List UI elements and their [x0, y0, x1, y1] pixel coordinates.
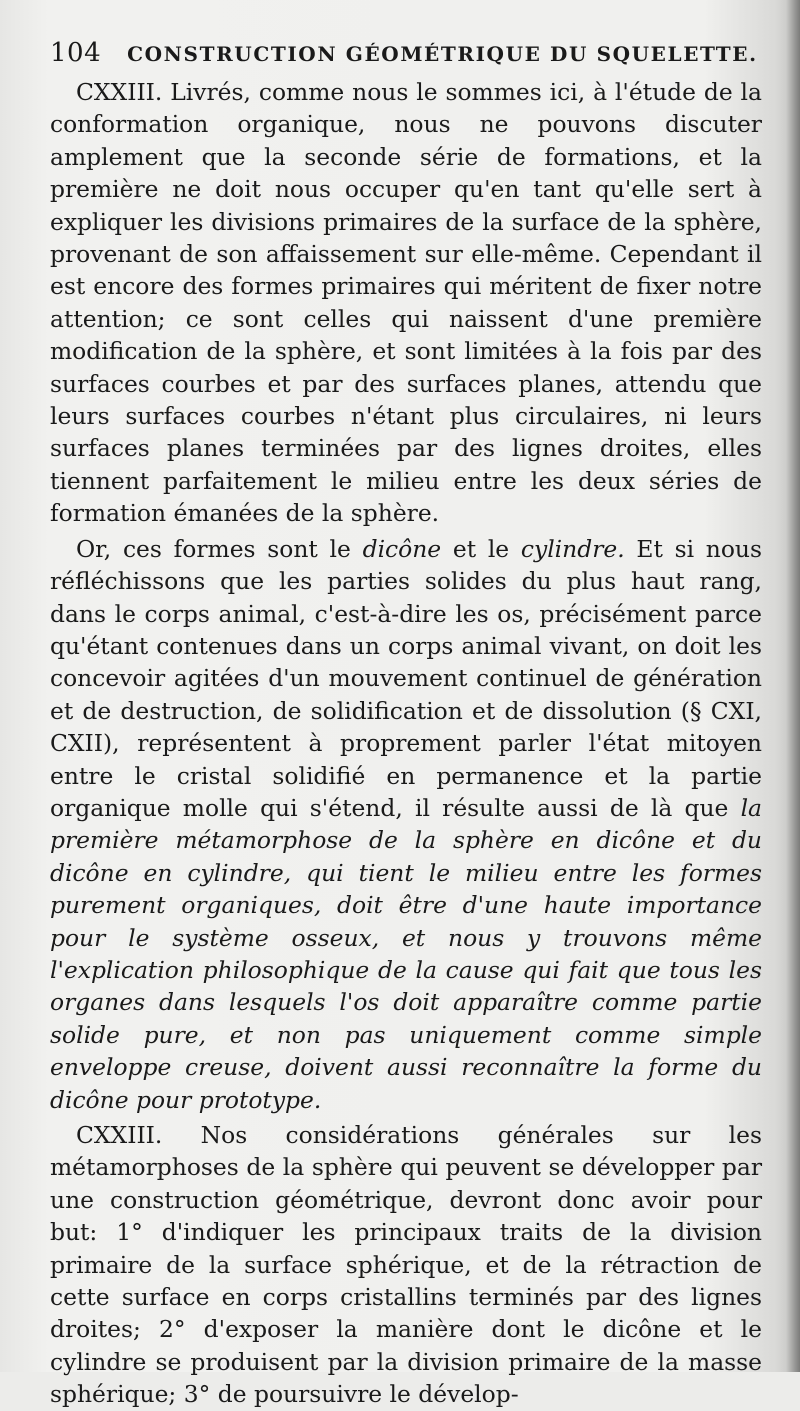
page-content — [50, 38, 762, 1411]
paragraph-text: Et si nous réfléchissons que les parties solides du plus haut rang, dans le corps animal, c'est-à-dire les os, précisément parce qu'étant contenues dans un corps animal vivant, on doit les concevoir agitées d'un mouvement continuel de génération et de destruction, de solidification et de dissolution (§ CXI, CXII), représentent à proprement parler l'état mitoyen entre le cristal solidifié en permanence et la partie organique molle qui s'étend, il résulte aussi de là que — [50, 534, 762, 822]
paragraph-text: et le — [441, 534, 521, 563]
paragraph-cxxiii-second — [50, 1119, 762, 1411]
paragraph-text: CXXIII. Nos considérations générales sur les métamorphoses de la sphère qui peuvent se développer par une construction géométrique, devront donc avoir pour but: 1° d'indiquer les principaux traits de la division primaire de la surface sphérique, et de la rétraction de cette surface en corps cristallins terminés par des lignes droites; 2° d'exposer la manière dont le dicône et le cylindre se produisent par la division primaire de la masse sphérique; 3° de poursuivre le dévelop- — [50, 1121, 762, 1409]
running-head: CONSTRUCTION GÉOMÉTRIQUE DU SQUELETTE. — [127, 42, 758, 66]
page-header — [50, 38, 762, 76]
paragraph-cxxiii-first — [50, 76, 762, 530]
page-edge-shadow — [786, 0, 800, 1372]
italic-term-dicone: dicône — [362, 534, 442, 563]
page-number: 104 — [50, 38, 102, 68]
italic-term-cylindre: cylindre. — [520, 534, 625, 563]
paragraph-text: Or, ces formes sont le — [76, 534, 363, 563]
paragraph-dicone-cylindre — [50, 533, 762, 1116]
italic-passage: la première métamorphose de la sphère en dicône et du dicône en cylindre, qui tient le milieu entre les formes purement organiques, doit être d'une haute importance pour le système osseux, et nous y trouvons même l'explication philosophique de la cause qui fait que tous les organes dans lesquels l'os doit apparaître comme partie solide pure, et non pas uniquement comme simple enveloppe creuse, doivent aussi reconnaître la forme du dicône pour prototype. — [50, 793, 762, 1114]
paragraph-text: CXXIII. Livrés, comme nous le sommes ici, à l'étude de la conformation organique, nous ne pouvons discuter amplement que la seconde série de formations, et la première ne doit nous occuper qu'en tant qu'elle sert à expliquer les divisions primaires de la surface de la sphère, provenant de son affaissement sur elle-même. Cependant il est encore des formes primaires qui méritent de fixer notre attention; ce sont celles qui naissent d'une première modification de la sphère, et sont limitées à la fois par des surfaces courbes et par des surfaces planes, attendu que leurs surfaces courbes n'étant plus circulaires, ni leurs surfaces planes terminées par des lignes droites, elles tiennent parfaitement le milieu entre les deux séries de formation émanées de la sphère. — [50, 78, 762, 528]
